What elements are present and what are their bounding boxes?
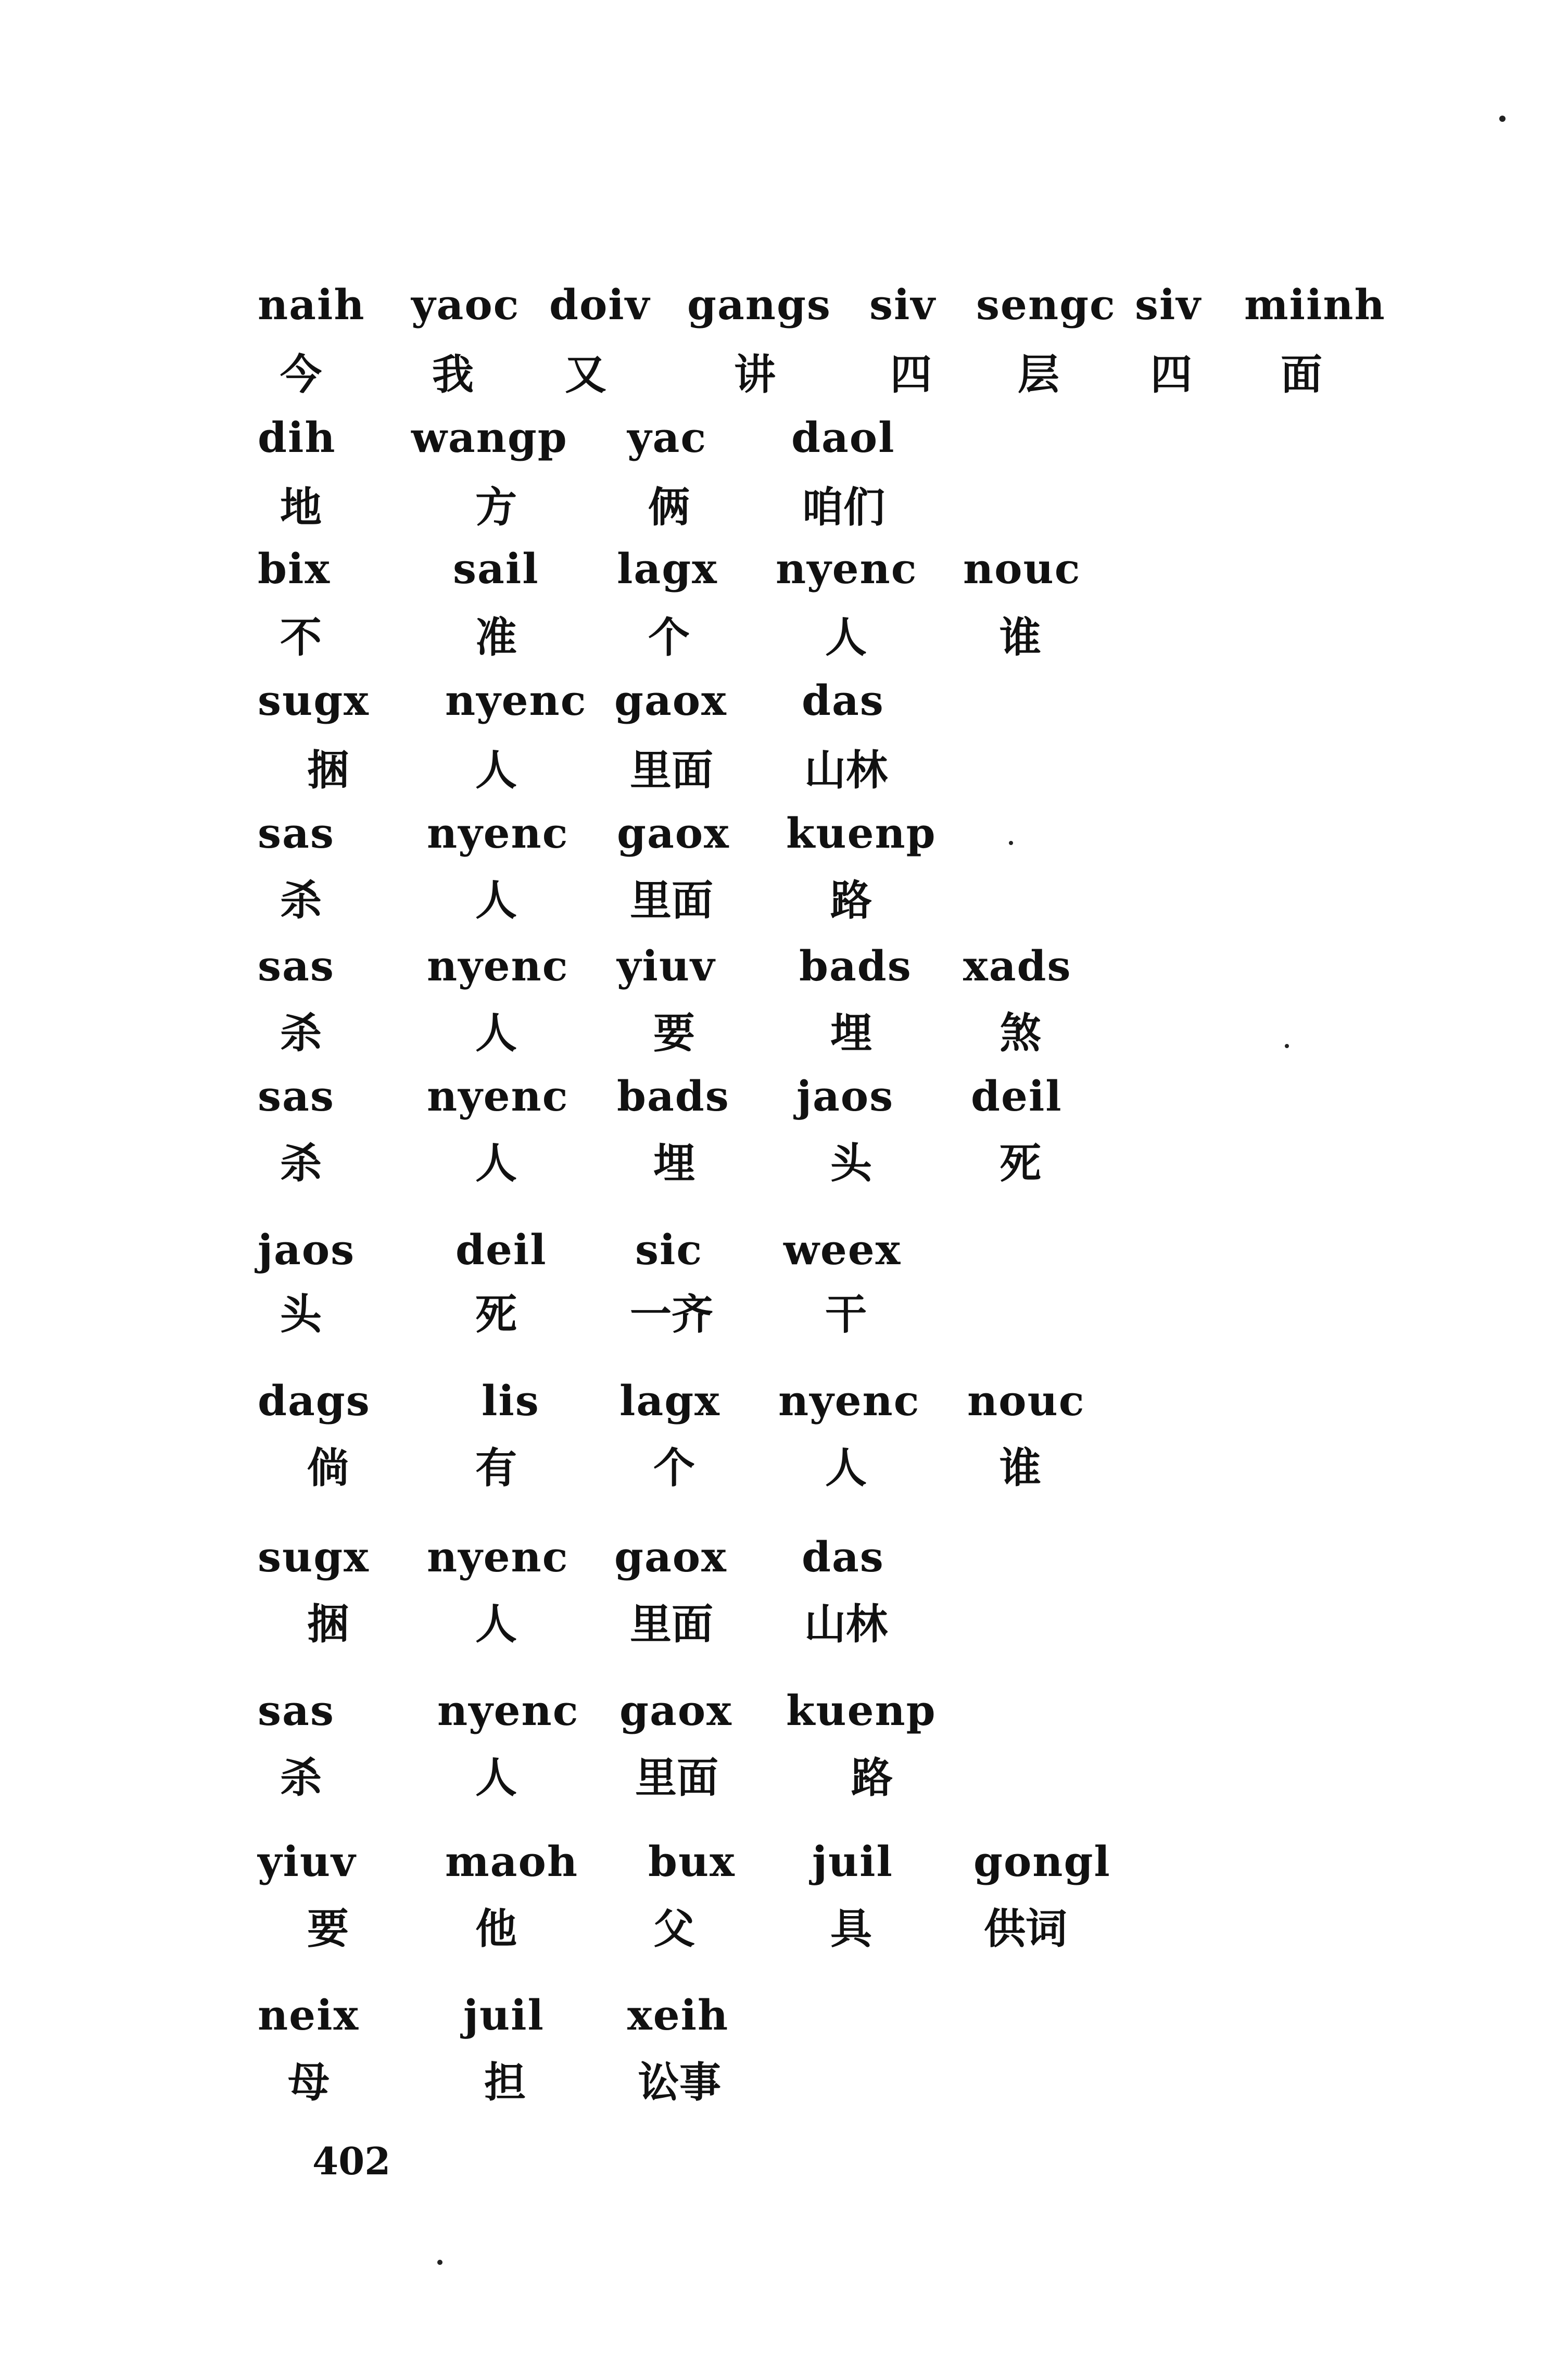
gloss-word: 谁: [1000, 1444, 1041, 1492]
transcription-word: nouc: [967, 1376, 1085, 1425]
transcription-word: lis: [482, 1376, 540, 1425]
transcription-line: [0, 941, 1543, 1008]
gloss-word: 杀: [280, 876, 322, 925]
transcription-word: lagx: [617, 544, 718, 593]
gloss-word: 干: [825, 1290, 867, 1339]
transcription-word: sic: [635, 1225, 703, 1274]
transcription-word: jaos: [796, 1072, 894, 1120]
transcription-word: nyenc: [427, 1072, 569, 1120]
transcription-word: nyenc: [778, 1376, 920, 1425]
transcription-word: yiuv: [258, 1837, 357, 1886]
transcription-word: sas: [258, 941, 335, 990]
transcription-word: nouc: [963, 544, 1081, 593]
gloss-word: 俩: [648, 483, 690, 532]
transcription-word: gaox: [614, 1532, 727, 1581]
gloss-word: 讼事: [638, 2058, 721, 2107]
transcription-line: [0, 809, 1543, 875]
gloss-word: 路: [851, 1754, 893, 1802]
transcription-word: siv: [1135, 280, 1201, 329]
transcription-word: sugx: [258, 676, 370, 725]
gloss-word: 母: [288, 2058, 330, 2107]
gloss-word: 人: [475, 1754, 517, 1802]
gloss-word: 捆: [307, 1600, 349, 1648]
scan-speck: [1009, 841, 1013, 845]
gloss-word: 谁: [1000, 613, 1041, 662]
gloss-word: 杀: [280, 1139, 322, 1188]
transcription-word: daol: [791, 413, 895, 462]
transcription-word: gongl: [973, 1837, 1111, 1886]
transcription-word: gaox: [614, 676, 727, 725]
gloss-word: 里面: [630, 746, 713, 795]
gloss-word: 四: [890, 350, 932, 399]
scan-speck: [437, 2260, 442, 2265]
gloss-word: 埋: [830, 1009, 872, 1057]
gloss-word: 人: [825, 1444, 867, 1492]
gloss-word: 捆: [307, 746, 349, 795]
transcription-word: yaoc: [411, 280, 520, 329]
transcription-word: nyenc: [427, 809, 569, 858]
gloss-word: 人: [475, 746, 517, 795]
transcription-word: yac: [627, 413, 707, 462]
gloss-word: 山林: [804, 746, 888, 795]
gloss-word: 杀: [280, 1009, 322, 1057]
transcription-word: naih: [258, 280, 365, 329]
scan-speck: [1499, 116, 1506, 122]
gloss-word: 杀: [280, 1754, 322, 1802]
gloss-word: 父: [653, 1905, 695, 1953]
transcription-word: sas: [258, 809, 335, 858]
gloss-word: 有: [475, 1444, 517, 1492]
transcription-word: maoh: [445, 1837, 579, 1886]
gloss-word: 死: [475, 1290, 517, 1339]
transcription-word: das: [802, 1532, 884, 1581]
gloss-word: 具: [830, 1905, 872, 1953]
gloss-line: [0, 1905, 1543, 1971]
gloss-word: 方: [475, 483, 517, 532]
transcription-line: [0, 544, 1543, 610]
transcription-word: sugx: [258, 1532, 370, 1581]
transcription-word: siv: [869, 280, 936, 329]
gloss-word: 讲: [734, 350, 776, 399]
transcription-word: nyenc: [776, 544, 918, 593]
transcription-word: nyenc: [437, 1686, 579, 1735]
gloss-word: 人: [475, 1009, 517, 1057]
transcription-word: juil: [463, 1991, 545, 2039]
gloss-word: 面: [1281, 350, 1322, 399]
gloss-word: 他: [475, 1905, 517, 1953]
transcription-line: [0, 1837, 1543, 1903]
gloss-word: 我: [432, 350, 474, 399]
transcription-line: [0, 1225, 1543, 1291]
gloss-line: [0, 2058, 1543, 2124]
gloss-line: [0, 613, 1543, 679]
transcription-word: nyenc: [445, 676, 587, 725]
gloss-word: 担: [484, 2058, 526, 2107]
transcription-word: nyenc: [427, 941, 569, 990]
gloss-word: 死: [1000, 1139, 1041, 1188]
gloss-line: [0, 746, 1543, 812]
gloss-word: 要: [653, 1009, 695, 1057]
gloss-word: 个: [653, 1444, 695, 1492]
transcription-word: xads: [963, 941, 1072, 990]
gloss-word: 人: [475, 1139, 517, 1188]
transcription-word: lagx: [619, 1376, 720, 1425]
transcription-word: dih: [258, 413, 336, 462]
gloss-word: 倘: [307, 1444, 349, 1492]
gloss-word: 煞: [1000, 1009, 1041, 1057]
gloss-line: [0, 1754, 1543, 1820]
gloss-word: 路: [830, 876, 872, 925]
gloss-word: 人: [475, 1600, 517, 1648]
transcription-word: deil: [456, 1225, 547, 1274]
gloss-word: 山林: [804, 1600, 888, 1648]
transcription-word: xeih: [627, 1991, 729, 2039]
gloss-line: [0, 1290, 1543, 1356]
transcription-word: weex: [783, 1225, 902, 1274]
transcription-word: sas: [258, 1686, 335, 1735]
gloss-line: [0, 876, 1543, 942]
transcription-line: [0, 1991, 1543, 2057]
transcription-word: bads: [799, 941, 912, 990]
transcription-line: [0, 413, 1543, 479]
transcription-word: kuenp: [786, 809, 937, 858]
gloss-word: 里面: [630, 876, 713, 925]
gloss-word: 层: [1018, 350, 1059, 399]
gloss-line: [0, 1600, 1543, 1666]
transcription-line: [0, 280, 1543, 346]
gloss-word: 里面: [635, 1754, 718, 1802]
gloss-line: [0, 483, 1543, 549]
gloss-word: 准: [475, 613, 517, 662]
transcription-word: gaox: [619, 1686, 732, 1735]
transcription-word: bads: [617, 1072, 730, 1120]
gloss-word: 里面: [630, 1600, 713, 1648]
gloss-word: 埋: [653, 1139, 695, 1188]
gloss-word: 咱们: [802, 483, 885, 532]
transcription-line: [0, 1532, 1543, 1598]
transcription-word: gaox: [617, 809, 730, 858]
gloss-word: 四: [1150, 350, 1192, 399]
gloss-word: 头: [830, 1139, 872, 1188]
gloss-line: [0, 1139, 1543, 1205]
transcription-word: jaos: [258, 1225, 356, 1274]
page-number: 402: [312, 2139, 391, 2183]
gloss-word: 人: [825, 613, 867, 662]
transcription-word: nyenc: [427, 1532, 569, 1581]
transcription-word: sas: [258, 1072, 335, 1120]
gloss-word: 地: [280, 483, 322, 532]
transcription-line: [0, 1686, 1543, 1752]
transcription-word: neix: [258, 1991, 360, 2039]
transcription-line: [0, 676, 1543, 742]
gloss-word: 供词: [984, 1905, 1067, 1953]
transcription-word: deil: [971, 1072, 1063, 1120]
gloss-line: [0, 350, 1543, 417]
transcription-word: dags: [258, 1376, 371, 1425]
transcription-word: sail: [453, 544, 539, 593]
transcription-word: bix: [258, 544, 331, 593]
gloss-line: [0, 1009, 1543, 1075]
gloss-word: 不: [280, 613, 322, 662]
gloss-word: 个: [648, 613, 690, 662]
transcription-word: miinh: [1244, 280, 1386, 329]
transcription-word: wangp: [411, 413, 568, 462]
gloss-word: 今: [280, 350, 322, 399]
transcription-word: sengc: [976, 280, 1116, 329]
transcription-word: bux: [648, 1837, 736, 1886]
transcription-line: [0, 1072, 1543, 1138]
scan-speck: [1285, 1044, 1289, 1048]
gloss-word: 人: [475, 876, 517, 925]
gloss-word: 又: [565, 350, 606, 399]
transcription-word: doiv: [549, 280, 651, 329]
transcription-line: [0, 1376, 1543, 1442]
transcription-word: yiuv: [617, 941, 716, 990]
gloss-word: 头: [280, 1290, 322, 1339]
gloss-word: 一齐: [630, 1290, 713, 1339]
gloss-word: 要: [307, 1905, 349, 1953]
transcription-word: kuenp: [786, 1686, 937, 1735]
transcription-word: gangs: [687, 280, 831, 329]
transcription-word: das: [802, 676, 884, 725]
gloss-line: [0, 1444, 1543, 1510]
transcription-word: juil: [812, 1837, 893, 1886]
